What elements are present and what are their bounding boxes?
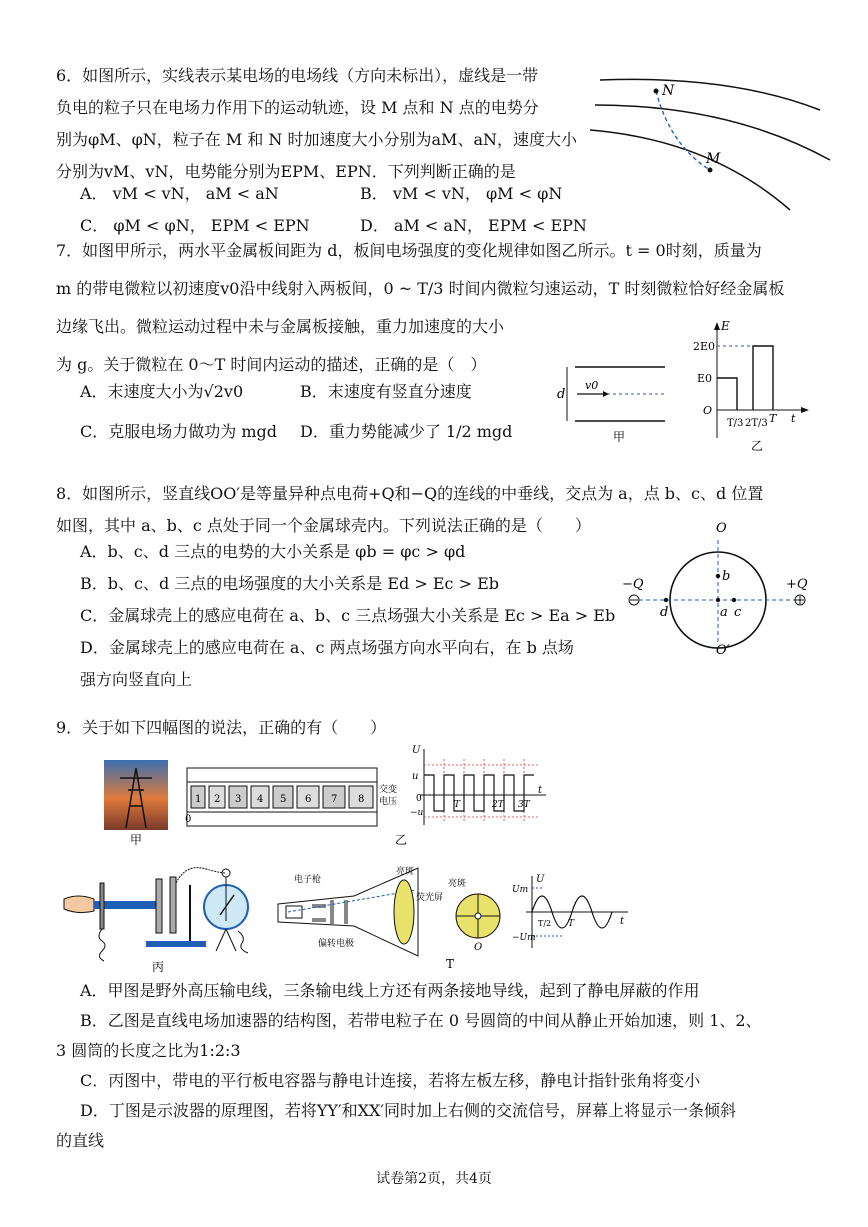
q8-line-2: 如图，其中 a、b、c 点处于同一个金属球壳内。下列说法正确的是（ ）: [56, 516, 591, 535]
label-m: M: [706, 151, 721, 167]
label-deflection: 偏转电极: [318, 939, 355, 949]
tube-4: 4: [257, 794, 264, 805]
q7-option-c[interactable]: C．克服电场力做功为 mgd: [80, 422, 277, 441]
tube-3: 3: [235, 794, 242, 805]
label-d: d: [660, 605, 669, 620]
question-9-stem: 9．关于如下四幅图的说法，正确的有（ ）: [56, 718, 387, 737]
q8-option-a[interactable]: A．b、c、d 三点的电势的大小关系是 φb = φc > φd: [80, 542, 466, 561]
q9-figure-yi-accelerator: [183, 764, 408, 850]
q8-option-d-line1[interactable]: D．金属球壳上的感应电荷在 a、c 两点场强方向水平向右，在 b 点场: [80, 638, 574, 657]
q8-option-d-line2: 强方向竖直向上: [80, 670, 193, 689]
label-t3: T/3: [727, 418, 744, 429]
label-origin: 0: [416, 794, 422, 804]
q7-option-a[interactable]: A．末速度大小为√2v0: [80, 382, 244, 401]
caption-yi: 乙: [751, 439, 764, 453]
q7-figure-jia: [555, 355, 675, 445]
q8-line-1: 8．如图所示，竖直线OO′是等量异种点电荷+Q和−Q的连线的中垂线，交点为 a，点 b、c、d 位置: [56, 484, 764, 503]
label-electron-gun: 电子枪: [294, 875, 322, 885]
caption-yi: 乙: [395, 833, 408, 847]
label-t1: T: [454, 800, 461, 810]
question-7: [56, 232, 784, 384]
label-o: O: [716, 521, 727, 536]
label-minus-um: −Um: [512, 933, 536, 943]
label-o: O: [474, 942, 483, 953]
caption-ding: T: [446, 957, 455, 971]
label-bright-spot-1: 亮斑: [396, 867, 415, 877]
point-m: [708, 168, 713, 173]
q9-figure-jia: [104, 760, 168, 848]
q9-figure-ding-wave: [512, 872, 632, 952]
tube-6: 6: [305, 794, 312, 805]
page-footer: 试卷第2页，共4页: [376, 1171, 492, 1187]
label-2t3: 2T/3: [745, 418, 768, 429]
tube-1: 1: [195, 794, 202, 805]
q7-line-4: 为 g。关于微粒在 0～T 时间内运动的描述，正确的是（ ）: [56, 355, 487, 374]
trajectory-dashed: [656, 91, 710, 170]
label-t-axis: t: [791, 412, 796, 425]
label-voltage: 电压: [379, 797, 398, 807]
q6-line-3: 别为φM、φN，粒子在 M 和 N 时加速度大小分别为aM、aN，速度大小: [56, 130, 577, 149]
label-e0: E0: [697, 372, 713, 385]
q6-option-b[interactable]: B． vM < vN， φM < φN: [360, 184, 563, 203]
q7-option-d[interactable]: D．重力势能减少了 1/2 mgd: [300, 422, 513, 441]
label-a: a: [720, 605, 728, 620]
q9-option-a[interactable]: A．甲图是野外高压输电线，三条输电线上方还有两条接地导线，起到了静电屏蔽的作用: [80, 981, 700, 1000]
q9-option-d-line1[interactable]: D．丁图是示波器的原理图，若将YY′和XX′同时加上右侧的交流信号，屏幕上将显示一条倾斜: [80, 1101, 737, 1120]
tube-8: 8: [358, 794, 365, 805]
q9-figure-bing: [60, 855, 270, 975]
label-screen: 荧光屏: [416, 893, 444, 903]
label-u: u: [412, 771, 419, 782]
label-2e0: 2E0: [693, 340, 716, 353]
tube-5: 5: [280, 794, 287, 805]
label-t3: 3T: [518, 800, 530, 810]
label-t: T: [568, 919, 575, 929]
label-o-prime: O′: [716, 643, 730, 658]
caption-jia: 甲: [613, 430, 626, 444]
label-t-half: T/2: [538, 919, 552, 928]
label-t-cap: T: [769, 412, 777, 425]
label-c: c: [734, 605, 742, 620]
q8-option-b[interactable]: B．b、c、d 三点的电场强度的大小关系是 Ed > Ec > Eb: [80, 574, 500, 593]
question-6: [56, 60, 577, 188]
q9-figure-yi-wave: [410, 745, 550, 830]
field-line-3: [590, 130, 790, 210]
q7-line-2: m 的带电微粒以初速度v0沿中线射入两板间，0 ~ T/3 时间内微粒匀速运动，T 时刻微粒恰好经金属板: [56, 279, 785, 298]
q8-options: [80, 536, 615, 696]
q6-option-a[interactable]: A． vM < vN， aM < aN: [80, 184, 279, 203]
label-v0: v0: [585, 379, 599, 392]
q9-option-c[interactable]: C．丙图中，带电的平行板电容器与静电计连接，若将左板左移，静电计指针张角将变小: [80, 1071, 701, 1090]
q7-line-3: 边缘飞出。微粒运动过程中未与金属板接触，重力加速度的大小: [56, 317, 505, 336]
q6-option-d[interactable]: D． aM < aN， EPM < EPN: [360, 216, 587, 235]
q9-option-b-line2: 3 圆筒的长度之比为1:2:3: [56, 1041, 241, 1060]
q9-option-b-line1[interactable]: B．乙图是直线电场加速器的结构图，若带电粒子在 0 号圆筒的中间从静止开始加速，则 1、2、: [80, 1011, 762, 1030]
q6-field-figure: [590, 65, 840, 215]
caption-jia: 甲: [130, 833, 143, 847]
label-e: E: [721, 319, 730, 333]
label-um: Um: [512, 885, 529, 895]
label-minus-u: −u: [410, 808, 424, 818]
q6-line-4: 分别为vM、vN，电势能分别为EPM、EPN．下列判断正确的是: [56, 162, 516, 181]
point-n: [654, 89, 659, 94]
label-bright-spot-2: 亮斑: [448, 879, 467, 889]
q7-option-b[interactable]: B．末速度有竖直分速度: [300, 382, 472, 401]
label-t2: 2T: [492, 800, 504, 810]
q7-options: [80, 372, 512, 452]
label-u: U: [536, 874, 545, 885]
q6-option-c[interactable]: C． φM < φN， EPM < EPN: [80, 216, 310, 235]
q8-sphere-figure: [620, 518, 820, 658]
q9-figure-ding-tube: [268, 860, 444, 970]
q8-option-c[interactable]: C．金属球壳上的感应电荷在 a、b、c 三点场强大小关系是 Ec > Ea > Eb: [80, 606, 616, 625]
tube-2: 2: [214, 794, 221, 805]
label-u-axis: U: [412, 745, 421, 756]
q6-line-1: 6．如图所示，实线表示某电场的电场线（方向未标出），虚线是一带: [56, 66, 539, 85]
label-o: O: [703, 404, 713, 417]
label-minus-q: −Q: [622, 577, 644, 592]
label-ac: 交变: [379, 785, 398, 795]
label-n: N: [662, 83, 675, 99]
q9-options: [56, 976, 762, 1156]
label-t-axis: t: [620, 916, 625, 927]
tube-0: 0: [185, 814, 192, 825]
q7-line-1: 7．如图甲所示，两水平金属板间距为 d，板间电场强度的变化规律如图乙所示。t = 0时刻，质量为: [56, 241, 762, 260]
caption-bing: 丙: [152, 960, 165, 974]
label-d: d: [557, 387, 566, 402]
hand: [64, 896, 94, 913]
q6-line-2: 负电的粒子只在电场力作用下的运动轨迹，设 M 点和 N 点的电势分: [56, 98, 539, 117]
label-plus-q: +Q: [786, 577, 808, 592]
label-b: b: [722, 569, 731, 584]
q7-figure-yi: [693, 318, 813, 453]
tube-7: 7: [331, 794, 338, 805]
label-t-axis: t: [538, 785, 543, 796]
q9-option-d-line2: 的直线: [56, 1131, 105, 1150]
